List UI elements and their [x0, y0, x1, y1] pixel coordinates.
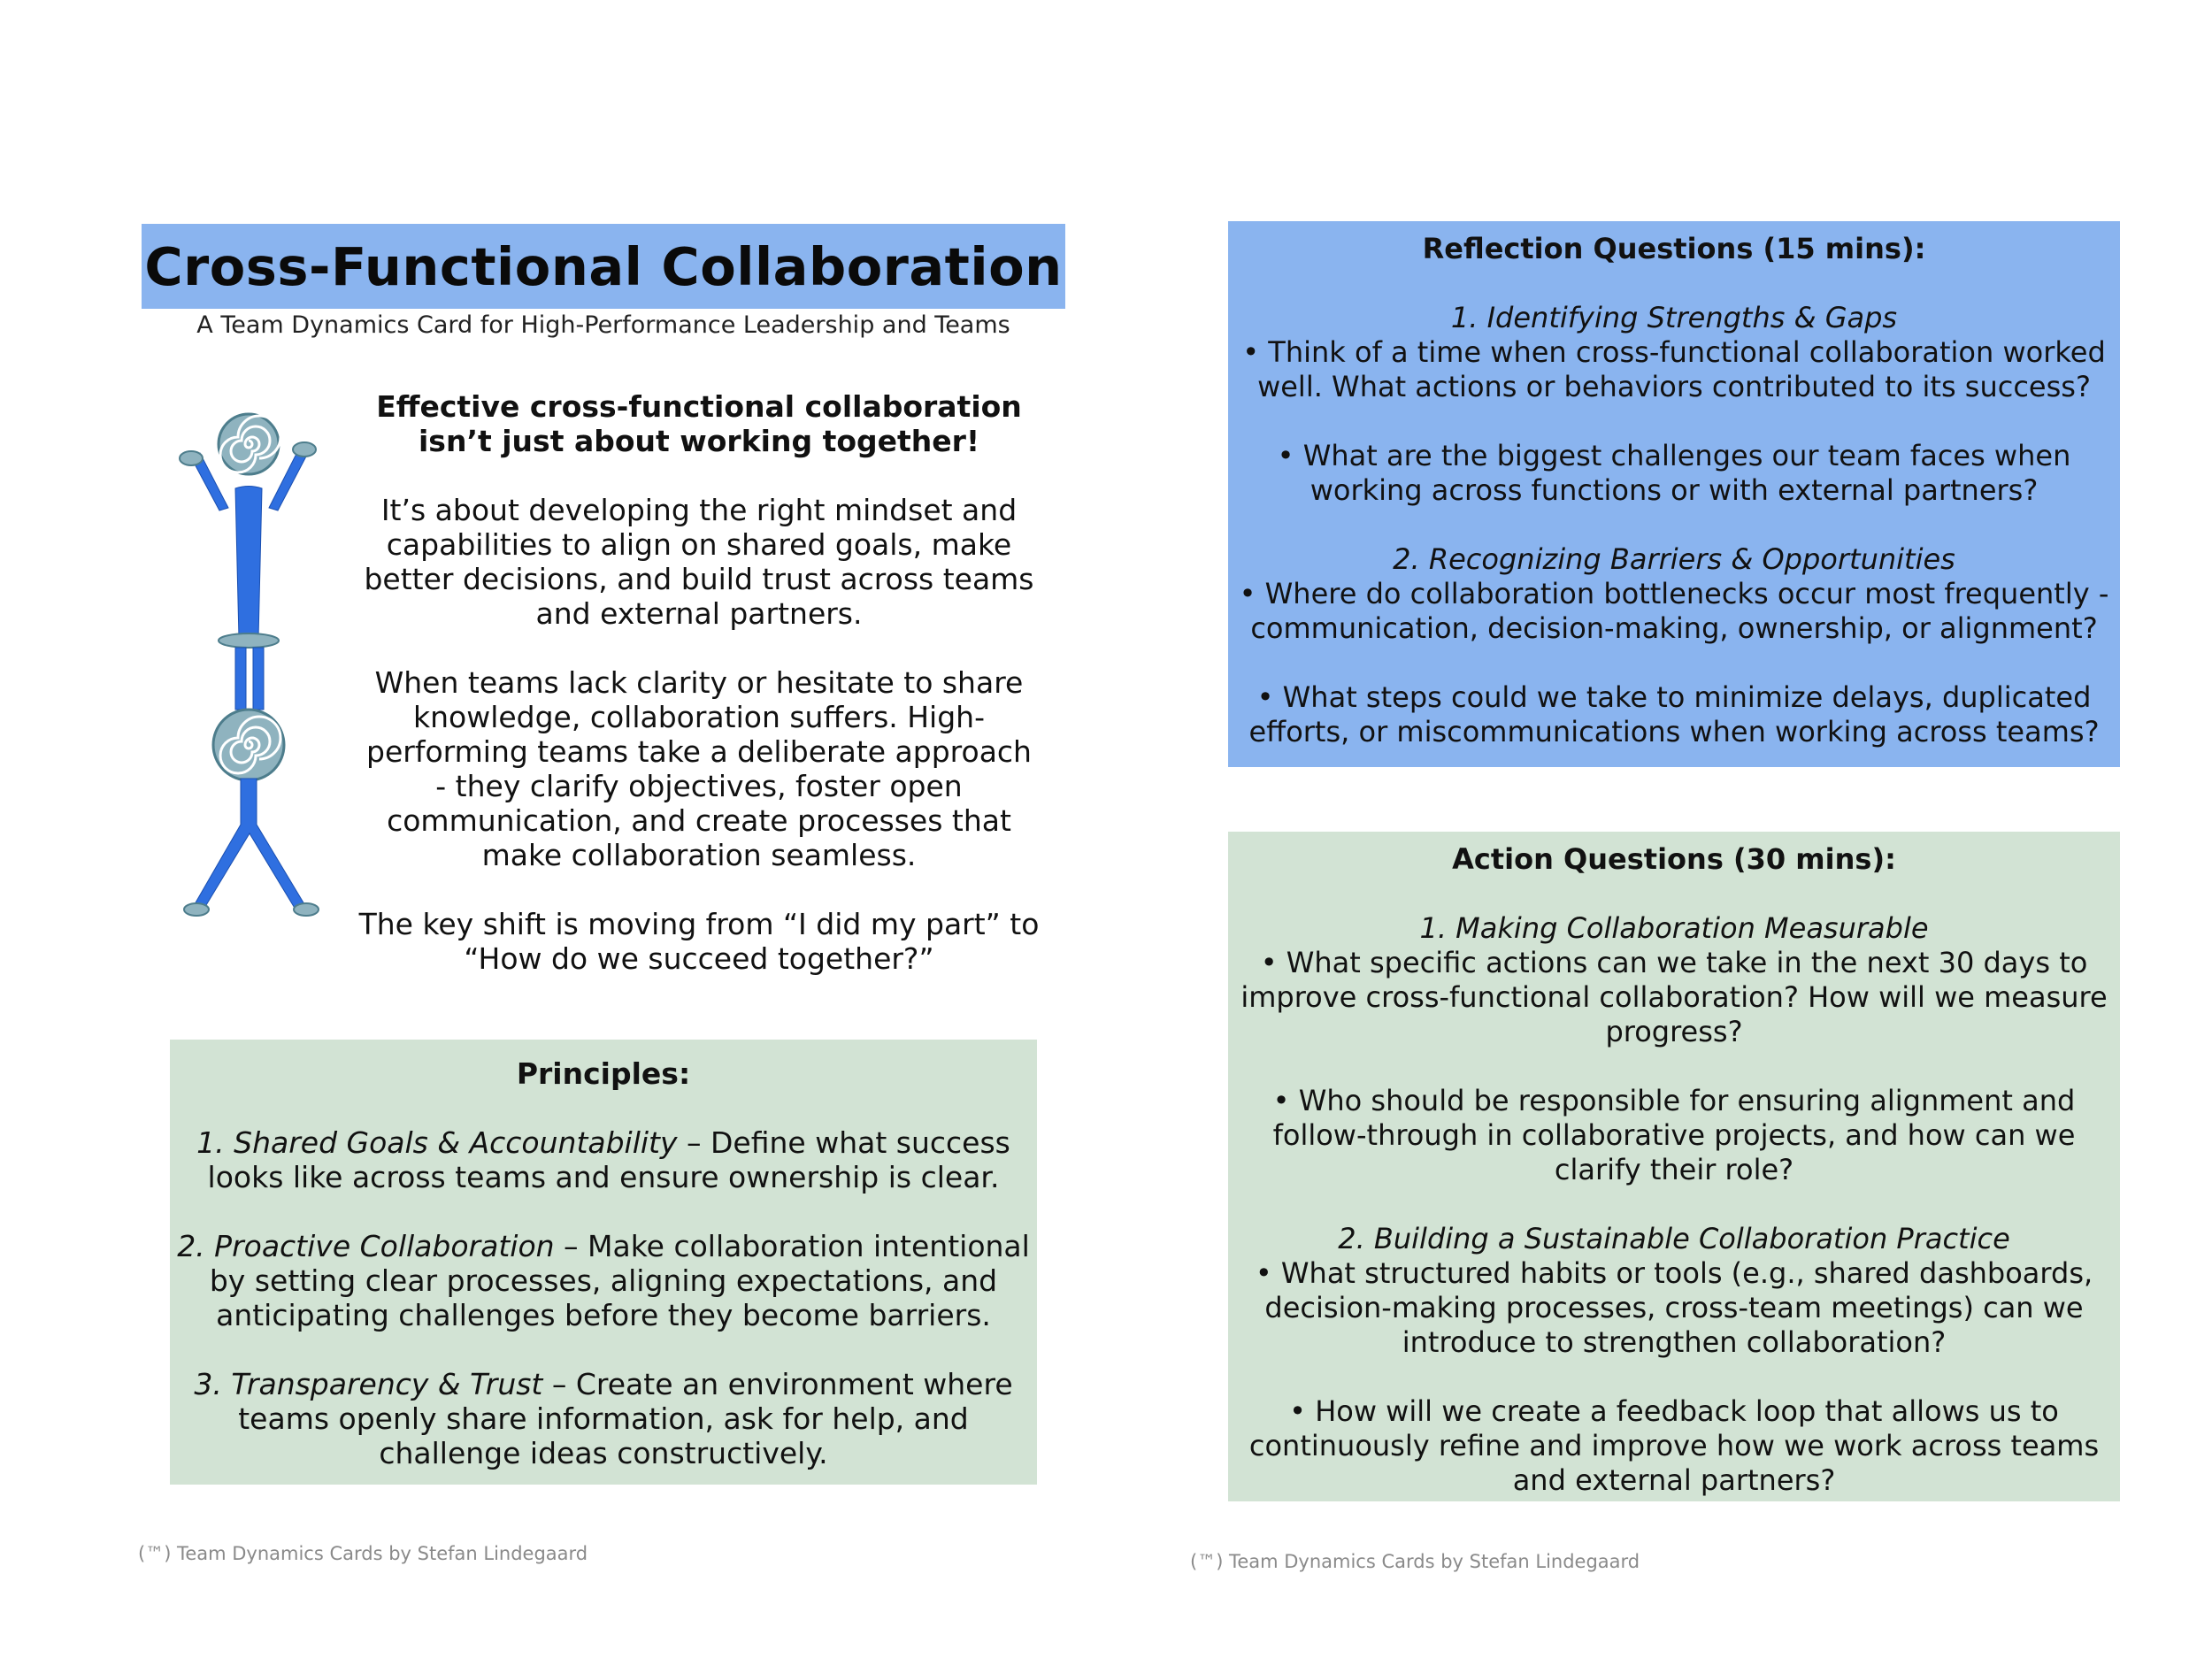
- bottom-figure-icon: [184, 710, 319, 916]
- intro-paragraph-1: It’s about developing the right mindset and capabilities to align on shared goals, make better decisions, and build trust across teams and external partners.: [364, 493, 1034, 631]
- principles-panel: [170, 1040, 1037, 1485]
- principle-title: 2. Proactive Collaboration: [177, 1229, 555, 1263]
- section-title: 1. Identifying Strengths & Gaps: [1450, 301, 1898, 334]
- action-questions-panel: [1228, 832, 2120, 1501]
- intro-text: [358, 389, 1040, 1010]
- stacked-figures-illustration: [173, 409, 333, 922]
- intro-paragraph-2: When teams lack clarity or hesitate to share knowledge, collaboration suffers. High-performing teams take a deliberate approach - they clarify objectives, foster open communication, and create processes that make collaboration seamless.: [366, 665, 1032, 872]
- card-subtitle: A Team Dynamics Card for High-Performance Leadership and Teams: [196, 311, 1010, 339]
- principle-text: – Define what success looks like across teams and ensure ownership is clear.: [207, 1125, 1010, 1194]
- principle-text: – Make collaboration intentional by setting clear processes, aligning expectations, and anticipating challenges before they become barriers.: [209, 1229, 1030, 1332]
- reflection-questions-panel: [1228, 221, 2120, 767]
- question-item: • Where do collaboration bottlenecks occur most frequently - communication, decision-making, ownership, or alignment?: [1239, 577, 2109, 645]
- question-item: • What structured habits or tools (e.g., shared dashboards, decision-making processes, cross-team meetings) can we introduce to strengthen collaboration?: [1255, 1256, 2093, 1359]
- question-item: • Think of a time when cross-functional collaboration worked well. What actions or behaviors contributed to its success?: [1242, 335, 2106, 403]
- principles-heading: Principles:: [516, 1056, 691, 1091]
- action-heading: Action Questions (30 mins):: [1452, 842, 1896, 876]
- question-item: • Who should be responsible for ensuring alignment and follow-through in collaborative projects, and how can we clarify their role?: [1272, 1084, 2076, 1186]
- section-title: 2. Building a Sustainable Collaboration Practice: [1338, 1222, 2010, 1255]
- right-footer: (™) Team Dynamics Cards by Stefan Lindegaard: [1190, 1551, 1640, 1572]
- question-item: • What are the biggest challenges our team faces when working across functions or with external partners?: [1277, 439, 2071, 507]
- card-title: Cross-Functional Collaboration: [144, 235, 1063, 297]
- question-item: • What specific actions can we take in the next 30 days to improve cross-functional collaboration? How will we measure progress?: [1240, 946, 2108, 1048]
- left-footer: (™) Team Dynamics Cards by Stefan Lindegaard: [138, 1543, 588, 1564]
- intro-paragraph-3: The key shift is moving from “I did my part” to “How do we succeed together?”: [358, 907, 1040, 976]
- principle-title: 1. Shared Goals & Accountability: [196, 1125, 678, 1160]
- reflection-heading: Reflection Questions (15 mins):: [1422, 232, 1926, 265]
- principle-item: [170, 1229, 1037, 1332]
- section-title: 1. Making Collaboration Measurable: [1419, 911, 1929, 945]
- lead-statement: Effective cross-functional collaboration isn’t just about working together!: [376, 389, 1022, 458]
- principle-item: [170, 1125, 1037, 1194]
- question-item: • How will we create a feedback loop that allows us to continuously refine and improve how we work across teams and external partners?: [1248, 1394, 2100, 1497]
- section-title: 2. Recognizing Barriers & Opportunities: [1393, 542, 1955, 576]
- principle-title: 3. Transparency & Trust: [194, 1367, 543, 1401]
- question-item: • What steps could we take to minimize delays, duplicated efforts, or miscommunications when working across teams?: [1248, 680, 2100, 748]
- principle-text: – Create an environment where teams openly share information, ask for help, and challenge ideas constructively.: [238, 1367, 1013, 1470]
- top-figure-icon: [180, 414, 316, 710]
- principle-item: [170, 1367, 1037, 1470]
- title-bar: [142, 224, 1065, 309]
